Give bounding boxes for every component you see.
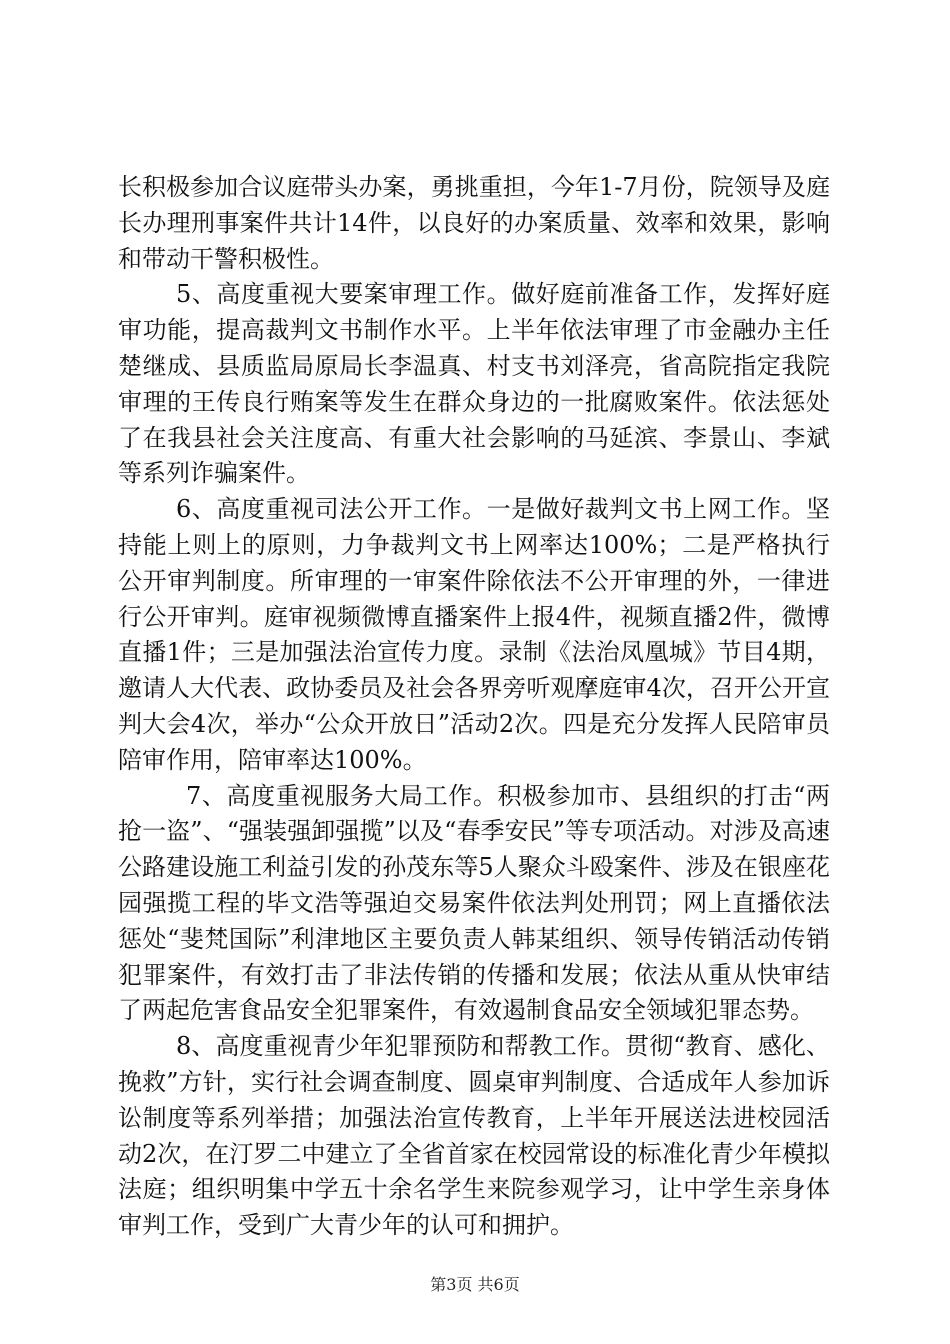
page-number-footer: 第3页 共6页 bbox=[430, 1275, 520, 1294]
paragraph-item-8: 8、高度重视青少年犯罪预防和帮教工作。贯彻“教育、感化、挽救”方针，实行社会调查制度、圆桌审判制度、合适成年人参加诉讼制度等系列举措；加强法治宣传教育，上半年开展送法进校园活动2次，在汀罗二中建立了全省首家在校园常设的标准化青少年模拟法庭；组织明集中学五十余名学生来院参观学习，让中学生亲身体审判工作，受到广大青少年的认可和拥护。 bbox=[118, 1032, 830, 1240]
document-body bbox=[118, 170, 830, 1244]
paragraph-item-6: 6、高度重视司法公开工作。一是做好裁判文书上网工作。坚持能上则上的原则，力争裁判文书上网率达100%；二是严格执行公开审判制度。所审理的一审案件除依法不公开审理的外，一律进行公开审判。庭审视频微博直播案件上报4件，视频直播2件，微博直播1件；三是加强法治宣传力度。录制《法治凤凰城》节目4期，邀请人大代表、政协委员及社会各界旁听观摩庭审4次，召开公开宣判大会4次，举办“公众开放日”活动2次。四是充分发挥人民陪审员陪审作用，陪审率达100%。 bbox=[118, 495, 830, 774]
paragraph-item-5: 5、高度重视大要案审理工作。做好庭前准备工作，发挥好庭审功能，提高裁判文书制作水平。上半年依法审理了市金融办主任楚继成、县质监局原局长李温真、村支书刘泽亮，省高院指定我院审理的王传良行贿案等发生在群众身边的一批腐败案件。依法惩处了在我县社会关注度高、有重大社会影响的马延滨、李景山、李斌等系列诈骗案件。 bbox=[118, 280, 830, 488]
paragraph-continuation: 长积极参加合议庭带头办案，勇挑重担，今年1-7月份，院领导及庭长办理刑事案件共计14件，以良好的办案质量、效率和效果，影响和带动干警积极性。 bbox=[118, 173, 830, 273]
paragraph-item-7: 7、高度重视服务大局工作。积极参加市、县组织的打击“两抢一盗”、“强装强卸强揽”以及“春季安民”等专项活动。对涉及高速公路建设施工利益引发的孙茂东等5人聚众斗殴案件、涉及在银座花园强揽工程的毕文浩等强迫交易案件依法判处刑罚；网上直播依法惩处“斐梵国际”利津地区主要负责人韩某组织、领导传销活动传销犯罪案件，有效打击了非法传销的传播和发展；依法从重从快审结了两起危害食品安全犯罪案件，有效遏制食品安全领域犯罪态势。 bbox=[118, 781, 830, 1025]
